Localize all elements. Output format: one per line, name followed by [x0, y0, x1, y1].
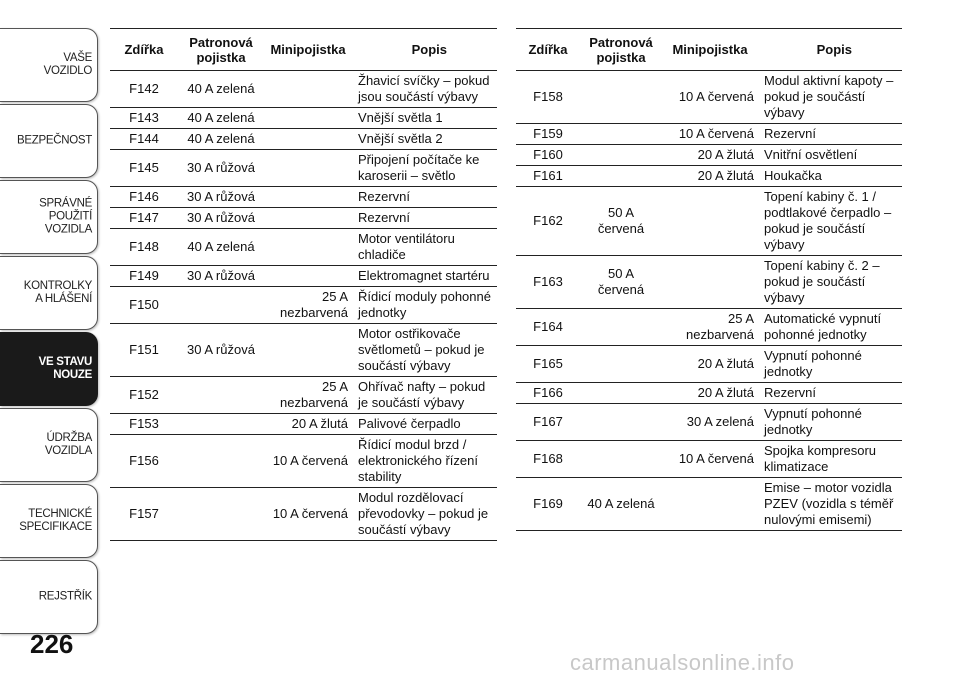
cell-popis: Modul aktivní kapoty – pokud je součástí výbavy — [758, 71, 902, 124]
table-row — [110, 377, 497, 414]
table-row — [516, 71, 902, 124]
col-header-zdirka: Zdířka — [516, 29, 580, 71]
cell-popis: Houkačka — [758, 166, 902, 187]
cell-popis: Motor ventilátoru chladiče — [352, 229, 497, 266]
table-row — [110, 108, 497, 129]
cell-minipojistka — [264, 266, 352, 287]
table-row — [110, 287, 497, 324]
cell-patronova: 40 A zelená — [178, 129, 264, 150]
section-tabs — [0, 28, 98, 636]
cell-minipojistka — [662, 256, 758, 309]
cell-patronova — [580, 346, 662, 383]
cell-minipojistka — [264, 71, 352, 108]
tab-label: BEZPEČNOST — [17, 134, 92, 147]
cell-popis: Motor ostřikovače světlometů – pokud je součástí výbavy — [352, 324, 497, 377]
cell-patronova: 30 A růžová — [178, 266, 264, 287]
cell-patronova — [178, 435, 264, 488]
cell-minipojistka: 20 A žlutá — [662, 145, 758, 166]
tab-vase-vozidlo[interactable] — [0, 28, 98, 102]
cell-zdirka: F159 — [516, 124, 580, 145]
cell-popis: Vnější světla 1 — [352, 108, 497, 129]
table-row — [516, 383, 902, 404]
cell-popis: Rezervní — [758, 124, 902, 145]
col-header-minipojistka: Minipojistka — [264, 29, 352, 71]
cell-zdirka: F163 — [516, 256, 580, 309]
cell-minipojistka: 20 A žlutá — [662, 383, 758, 404]
cell-patronova: 30 A růžová — [178, 324, 264, 377]
cell-popis: Rezervní — [352, 187, 497, 208]
cell-zdirka: F166 — [516, 383, 580, 404]
table-row — [516, 256, 902, 309]
cell-popis: Připojení počítače ke karoserii – světlo — [352, 150, 497, 187]
cell-patronova: 30 A růžová — [178, 208, 264, 229]
cell-patronova — [580, 124, 662, 145]
col-header-minipojistka: Minipojistka — [662, 29, 758, 71]
table-row — [110, 324, 497, 377]
tab-bezpecnost[interactable] — [0, 104, 98, 178]
cell-popis: Modul rozdělovací převodovky – pokud je součástí výbavy — [352, 488, 497, 541]
cell-patronova: 30 A růžová — [178, 187, 264, 208]
cell-zdirka: F145 — [110, 150, 178, 187]
table-row — [516, 309, 902, 346]
page-number: 226 — [30, 629, 74, 659]
table-row — [110, 129, 497, 150]
cell-zdirka: F167 — [516, 404, 580, 441]
cell-minipojistka — [264, 229, 352, 266]
cell-zdirka: F149 — [110, 266, 178, 287]
watermark: carmanualsonline.info — [570, 650, 795, 675]
cell-popis: Vnitřní osvětlení — [758, 145, 902, 166]
tab-kontrolky[interactable] — [0, 256, 98, 330]
tab-udrzba[interactable] — [0, 408, 98, 482]
cell-zdirka: F142 — [110, 71, 178, 108]
cell-popis: Vypnutí pohonné jednotky — [758, 404, 902, 441]
cell-popis: Vnější světla 2 — [352, 129, 497, 150]
cell-patronova — [178, 488, 264, 541]
cell-popis: Vypnutí pohonné jednotky — [758, 346, 902, 383]
cell-popis: Spojka kompresoru klimatizace — [758, 441, 902, 478]
table-row — [516, 145, 902, 166]
cell-popis: Topení kabiny č. 2 – pokud je součástí výbavy — [758, 256, 902, 309]
cell-zdirka: F150 — [110, 287, 178, 324]
cell-zdirka: F161 — [516, 166, 580, 187]
cell-popis: Rezervní — [352, 208, 497, 229]
cell-popis: Řídicí moduly pohonné jednotky — [352, 287, 497, 324]
cell-zdirka: F144 — [110, 129, 178, 150]
table-row — [110, 488, 497, 541]
cell-minipojistka: 10 A červená — [264, 488, 352, 541]
tab-label: TECHNICKÉ SPECIFIKACE — [19, 508, 92, 533]
cell-patronova — [580, 166, 662, 187]
table-row — [110, 71, 497, 108]
cell-popis: Palivové čerpadlo — [352, 414, 497, 435]
cell-minipojistka — [662, 478, 758, 531]
cell-minipojistka: 20 A žlutá — [264, 414, 352, 435]
cell-popis: Rezervní — [758, 383, 902, 404]
table-row — [516, 441, 902, 478]
cell-patronova — [580, 71, 662, 124]
cell-patronova: 50 A červená — [580, 187, 662, 256]
cell-zdirka: F162 — [516, 187, 580, 256]
cell-patronova — [178, 414, 264, 435]
cell-patronova: 40 A zelená — [178, 229, 264, 266]
col-header-zdirka: Zdířka — [110, 29, 178, 71]
table-row — [110, 187, 497, 208]
table-row — [110, 150, 497, 187]
cell-zdirka: F143 — [110, 108, 178, 129]
col-header-popis: Popis — [758, 29, 902, 71]
tab-ve-stavu-nouze[interactable] — [0, 332, 98, 406]
tab-label: VAŠE VOZIDLO — [43, 52, 92, 77]
cell-minipojistka: 30 A zelená — [662, 404, 758, 441]
table-row — [516, 124, 902, 145]
cell-minipojistka: 25 A nezbarvená — [264, 287, 352, 324]
cell-zdirka: F146 — [110, 187, 178, 208]
table-row — [516, 346, 902, 383]
cell-popis: Topení kabiny č. 1 / podtlakové čerpadlo – pokud je součástí výbavy — [758, 187, 902, 256]
cell-minipojistka — [264, 150, 352, 187]
cell-patronova: 40 A zelená — [178, 71, 264, 108]
cell-zdirka: F153 — [110, 414, 178, 435]
cell-minipojistka — [264, 108, 352, 129]
tab-rejstrik[interactable] — [0, 560, 98, 634]
cell-popis: Ohřívač nafty – pokud je součástí výbavy — [352, 377, 497, 414]
cell-minipojistka — [264, 208, 352, 229]
cell-zdirka: F156 — [110, 435, 178, 488]
cell-patronova: 30 A růžová — [178, 150, 264, 187]
cell-minipojistka: 20 A žlutá — [662, 346, 758, 383]
cell-popis: Řídicí modul brzd / elektronického řízení stability — [352, 435, 497, 488]
cell-popis: Automatické vypnutí pohonné jednotky — [758, 309, 902, 346]
cell-minipojistka — [662, 187, 758, 256]
cell-minipojistka — [264, 187, 352, 208]
cell-patronova — [580, 145, 662, 166]
col-header-patronova: Patronová pojistka — [580, 29, 662, 71]
cell-popis: Žhavicí svíčky – pokud jsou součástí výbavy — [352, 71, 497, 108]
cell-zdirka: F147 — [110, 208, 178, 229]
table-row — [516, 187, 902, 256]
tab-spravne-pouziti[interactable] — [0, 180, 98, 254]
tab-label: VE STAVU NOUZE — [38, 356, 92, 381]
cell-zdirka: F160 — [516, 145, 580, 166]
col-header-popis: Popis — [352, 29, 497, 71]
cell-patronova — [580, 441, 662, 478]
cell-patronova: 40 A zelená — [178, 108, 264, 129]
cell-zdirka: F151 — [110, 324, 178, 377]
cell-patronova — [178, 287, 264, 324]
cell-popis: Emise – motor vozidla PZEV (vozidla s téměř nulovými emisemi) — [758, 478, 902, 531]
cell-minipojistka: 10 A červená — [662, 124, 758, 145]
cell-minipojistka: 25 A nezbarvená — [264, 377, 352, 414]
fuse-table-right — [516, 28, 902, 531]
cell-patronova — [580, 383, 662, 404]
table-row — [110, 266, 497, 287]
table-row — [110, 414, 497, 435]
cell-patronova: 50 A červená — [580, 256, 662, 309]
cell-minipojistka: 20 A žlutá — [662, 166, 758, 187]
table-row — [110, 229, 497, 266]
tab-technicke-specifikace[interactable] — [0, 484, 98, 558]
cell-minipojistka: 25 A nezbarvená — [662, 309, 758, 346]
fuse-table-left — [110, 28, 497, 541]
cell-minipojistka — [264, 129, 352, 150]
table-row — [516, 404, 902, 441]
cell-zdirka: F169 — [516, 478, 580, 531]
cell-patronova — [178, 377, 264, 414]
cell-minipojistka: 10 A červená — [662, 441, 758, 478]
cell-zdirka: F164 — [516, 309, 580, 346]
table-row — [516, 166, 902, 187]
tab-label: ÚDRŽBA VOZIDLA — [44, 432, 92, 457]
cell-zdirka: F158 — [516, 71, 580, 124]
table-row — [110, 435, 497, 488]
tab-label: REJSTŘÍK — [38, 590, 92, 603]
cell-minipojistka: 10 A červená — [662, 71, 758, 124]
cell-zdirka: F165 — [516, 346, 580, 383]
cell-patronova — [580, 404, 662, 441]
cell-patronova: 40 A zelená — [580, 478, 662, 531]
cell-zdirka: F148 — [110, 229, 178, 266]
cell-minipojistka — [264, 324, 352, 377]
cell-patronova — [580, 309, 662, 346]
table-row — [516, 478, 902, 531]
tab-label: KONTROLKY A HLÁŠENÍ — [23, 280, 92, 305]
col-header-patronova: Patronová pojistka — [178, 29, 264, 71]
table-row — [110, 208, 497, 229]
cell-zdirka: F152 — [110, 377, 178, 414]
cell-zdirka: F157 — [110, 488, 178, 541]
cell-zdirka: F168 — [516, 441, 580, 478]
tab-label: SPRÁVNÉ POUŽITÍ VOZIDLA — [39, 197, 92, 236]
cell-minipojistka: 10 A červená — [264, 435, 352, 488]
cell-popis: Elektromagnet startéru — [352, 266, 497, 287]
